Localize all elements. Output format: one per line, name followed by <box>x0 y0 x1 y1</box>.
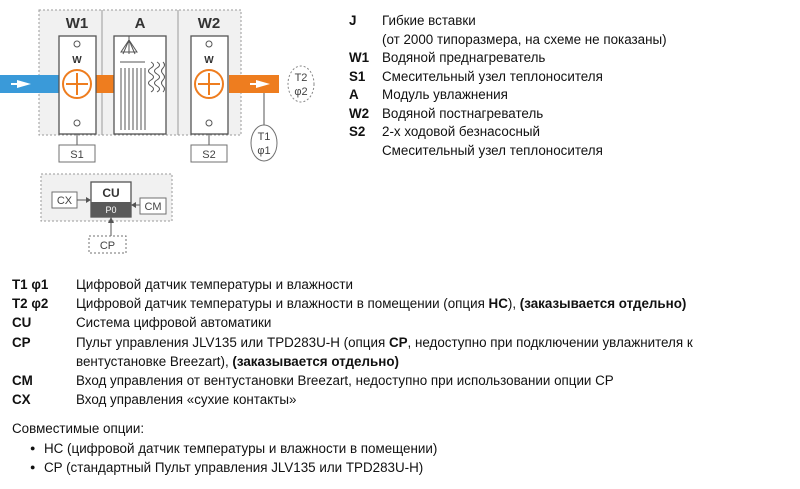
legend-row-cm: CM Вход управления от вентустановки Breezart, недоступно при использовании опции CP <box>12 373 614 389</box>
legend-bottom <box>12 275 776 409</box>
w2-label: W2 <box>197 15 221 32</box>
legend-row-j-note: (от 2000 типоразмера, на схеме не показаны) <box>382 31 667 47</box>
cx-label: CX <box>56 195 73 207</box>
legend-row-cu: CU Система цифровой автоматики <box>12 315 272 331</box>
t1-label-top: T1 <box>257 131 271 143</box>
legend-row-t1: T1 φ1 Цифровой датчик температуры и влажности <box>12 277 353 292</box>
compatible-options <box>12 419 437 478</box>
legend-top <box>349 12 667 160</box>
w1-label: W1 <box>65 15 89 32</box>
legend-row-s2-note: Смесительный узел теплоносителя <box>382 142 603 158</box>
humidifier-media <box>121 68 145 130</box>
cm-label: CM <box>144 201 162 213</box>
legend-row-cx: CX Вход управления «сухие контакты» <box>12 392 297 408</box>
s1-label: S1 <box>70 149 84 161</box>
a-label: A <box>134 15 146 32</box>
w2-w-label: W <box>204 55 214 66</box>
option-item: ● CP (стандартный Пульт управления JLV135 или TPD283U-H) <box>12 458 437 478</box>
legend-row-w1: W1 Водяной преднагреватель <box>349 50 546 65</box>
t1-label-bottom: φ1 <box>257 145 271 157</box>
heated-air-arrow-1 <box>96 75 114 93</box>
legend-row-j: J Гибкие вставки <box>349 13 476 28</box>
cp-label: CP <box>99 240 116 252</box>
option-item: ● НС (цифровой датчик температуры и влажности в помещении) <box>12 439 437 459</box>
s2-label: S2 <box>202 149 216 161</box>
t2-label-top: T2 <box>294 72 308 84</box>
t2-label-bottom: φ2 <box>294 86 308 98</box>
legend-row-s1: S1 Смесительный узел теплоносителя <box>349 68 603 84</box>
legend-row-cp: CP Пульт управления JLV135 или TPD283U-H (опция CP, недоступно при подключении увлажнителя к вентустановке Breezart), (заказывается отдельно) <box>12 334 693 369</box>
legend-row-a: A Модуль увлажнения <box>349 87 508 102</box>
legend-row-w2: W2 Водяной постнагреватель <box>349 105 544 121</box>
cu-label: CU <box>102 186 120 200</box>
p0-label: P0 <box>105 205 117 215</box>
legend-row-s2: S2 2-х ходовой безнасосный <box>349 124 541 139</box>
w1-w-label: W <box>72 55 82 66</box>
options-title: Совместимые опции: <box>12 421 145 436</box>
unit-diagram <box>0 0 330 270</box>
legend-row-t2: T2 φ2 Цифровой датчик температуры и влажности в помещении (опция НС), (заказывается отдельно) <box>12 296 687 312</box>
